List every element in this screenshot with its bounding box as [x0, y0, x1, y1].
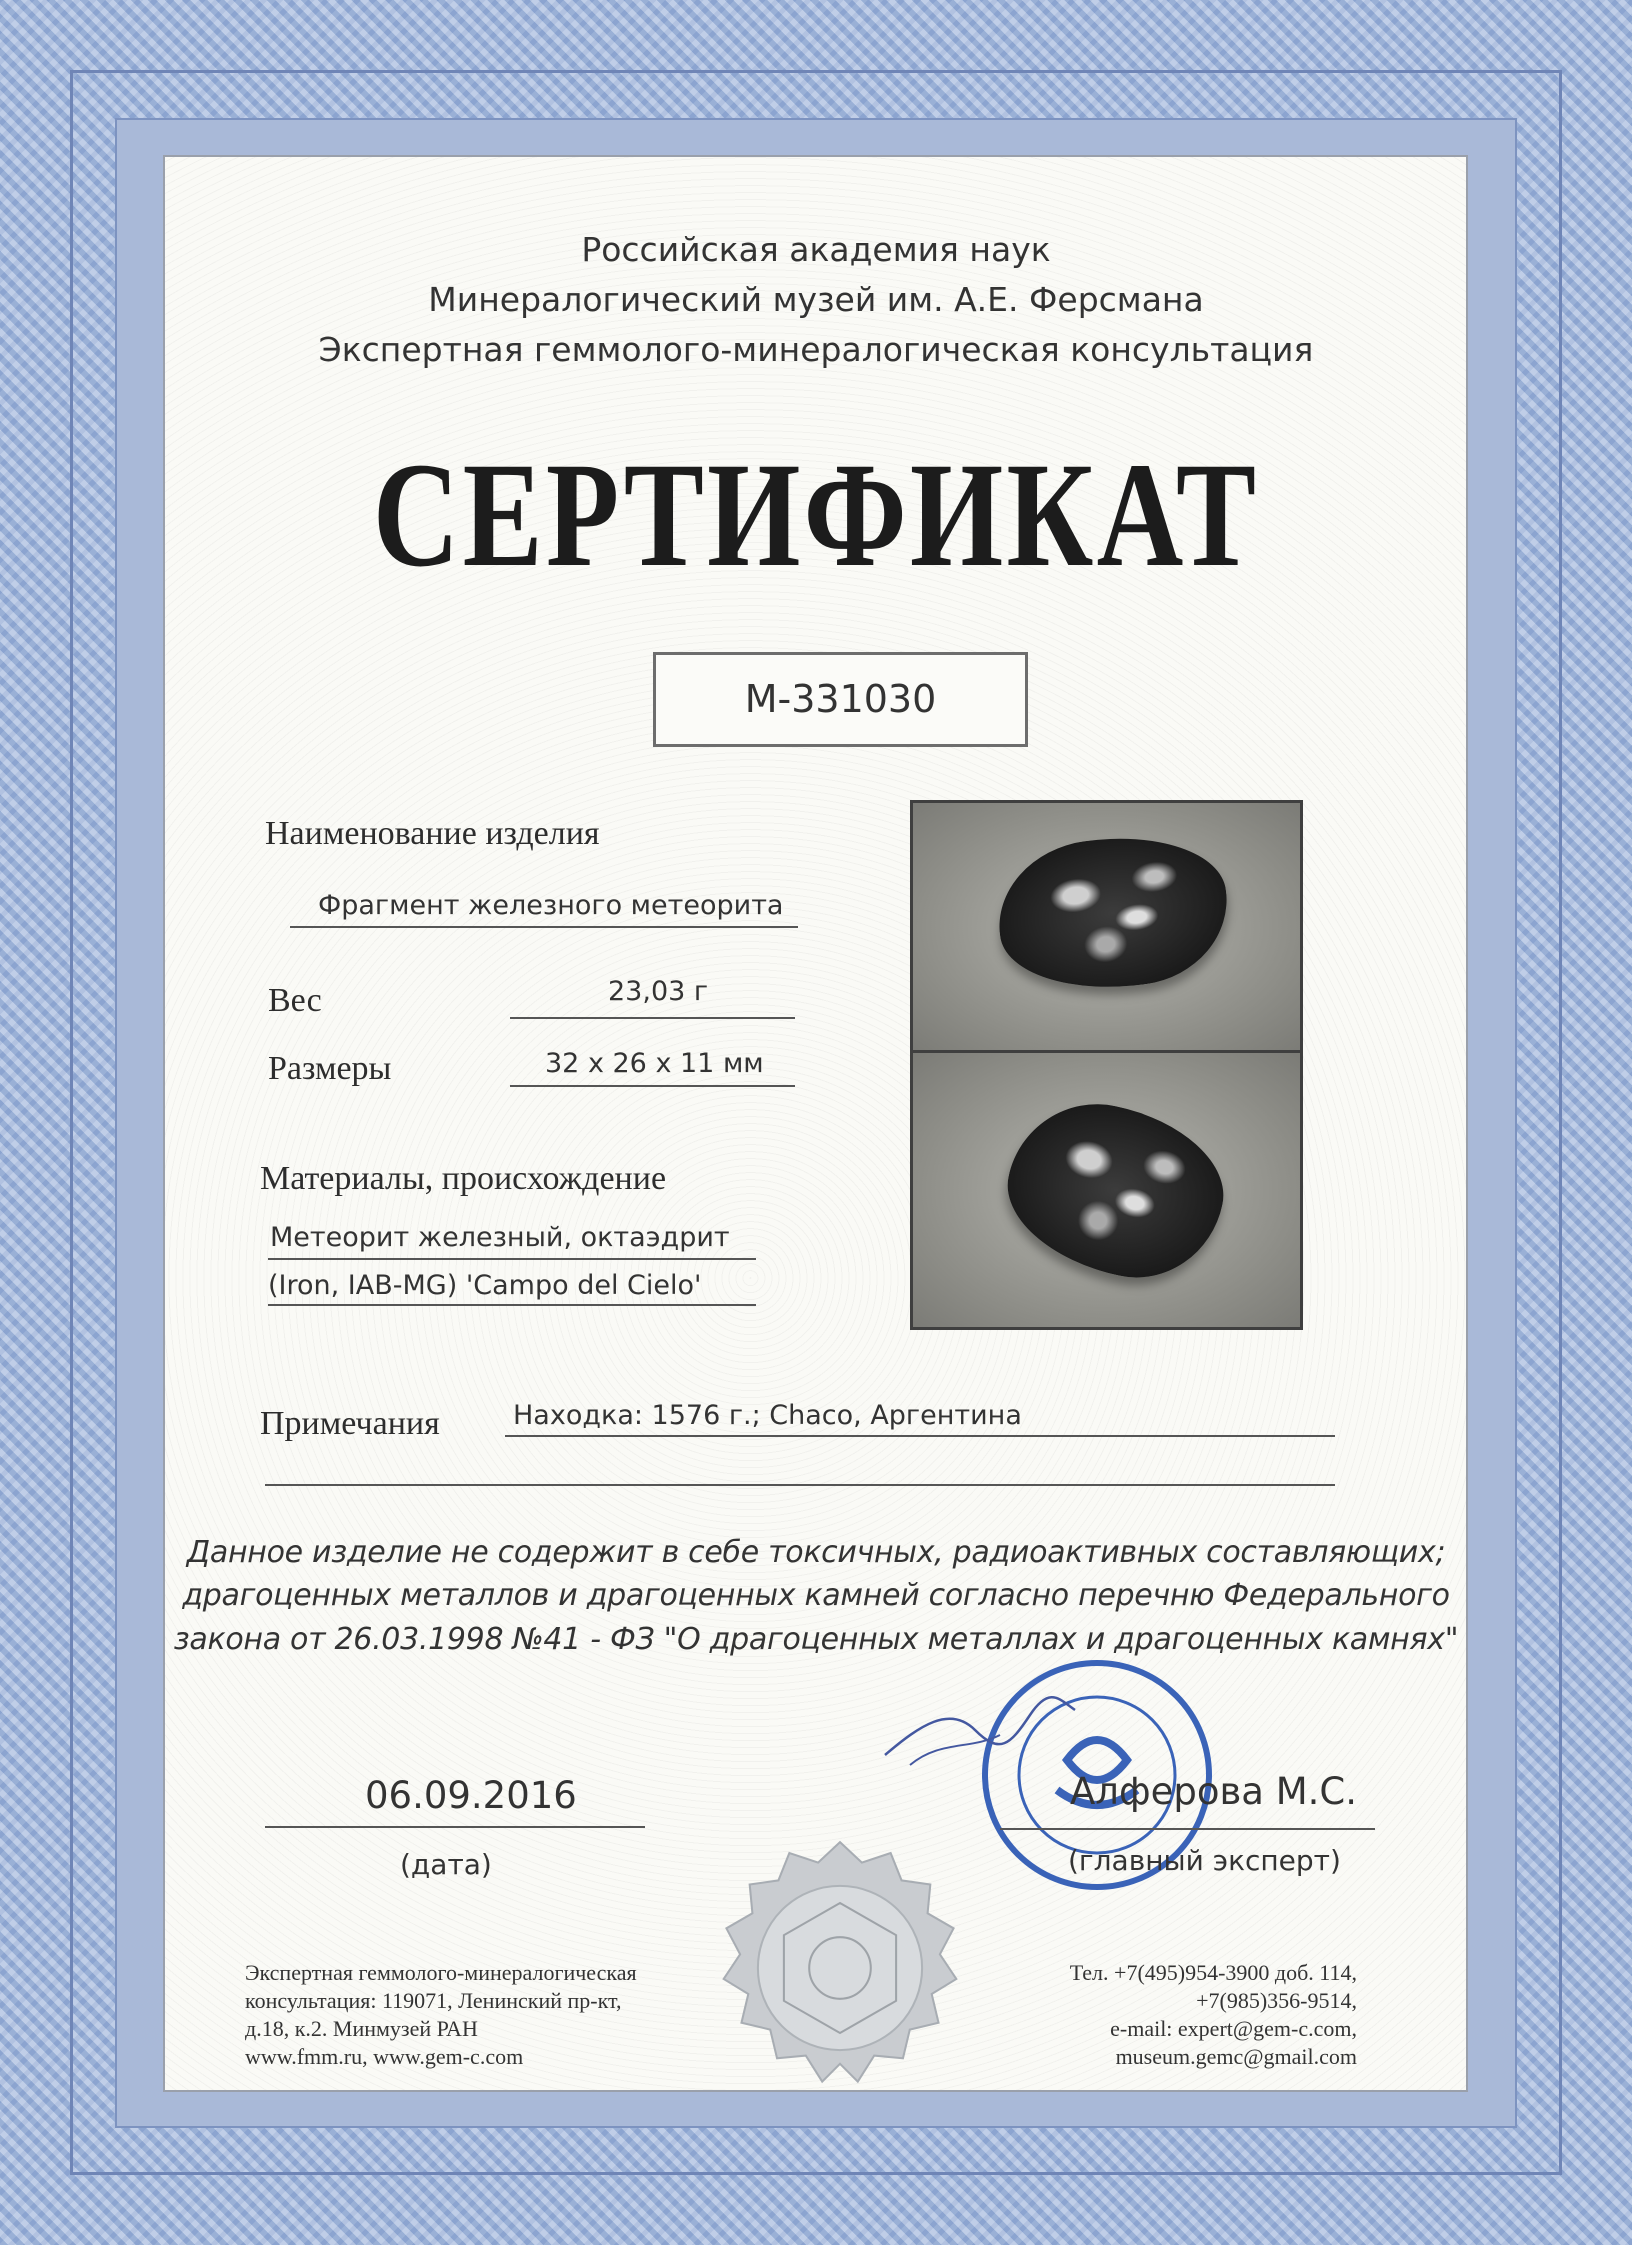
certificate-title: СЕРТИФИКАТ	[372, 432, 1260, 598]
footer-right-line-4: museum.gemc@gmail.com	[1115, 2044, 1357, 2069]
expert-underline	[1000, 1790, 1375, 1830]
footer-right-line-1: Тел. +7(495)954-3900 доб. 114,	[1069, 1960, 1357, 1985]
footer-left-line-3: д.18, к.2. Минмузей РАН	[245, 2016, 478, 2041]
specimen-photo-top	[910, 800, 1303, 1055]
date-value: 06.09.2016	[365, 1774, 577, 1817]
header-museum: Минералогический музей им. А.Е. Ферсмана	[428, 280, 1204, 319]
materials-value-1: Метеорит железный, октаэдрит	[270, 1222, 730, 1253]
footer-left-line-2: консультация: 119071, Ленинский пр-кт,	[245, 1988, 622, 2013]
footer-right-line-3: e-mail: expert@gem-c.com,	[1110, 2016, 1357, 2041]
header-academy: Российская академия наук	[581, 230, 1051, 269]
item-name-label: Наименование изделия	[265, 815, 600, 852]
size-label: Размеры	[268, 1050, 392, 1087]
notice-line-3: закона от 26.03.1998 №41 - ФЗ "О драгоценных металлах и драгоценных камнях"	[173, 1622, 1459, 1657]
date-label: (дата)	[400, 1848, 492, 1881]
notes-underline-2	[265, 1452, 1335, 1486]
expert-name: Алферова М.С.	[1070, 1770, 1358, 1813]
weight-label: Вес	[268, 982, 322, 1019]
notice-line-1: Данное изделие не содержит в себе токсичных, радиоактивных составляющих;	[186, 1535, 1446, 1570]
signature	[880, 1685, 1080, 1775]
materials-value-2: (Iron, IAB-MG) 'Campo del Cielo'	[268, 1270, 702, 1301]
silver-seal	[710, 1838, 970, 2098]
materials-label: Материалы, происхождение	[260, 1160, 667, 1197]
footer-left-line-1: Экспертная геммолого-минералогическая	[245, 1960, 637, 1985]
specimen-photo-bottom	[910, 1050, 1303, 1330]
notes-value: Находка: 1576 г.; Chaco, Аргентина	[513, 1400, 1022, 1431]
date-underline	[265, 1788, 645, 1828]
size-value: 32 х 26 х 11 мм	[545, 1048, 764, 1079]
notice-line-2: драгоценных металлов и драгоценных камней согласно перечню Федерального	[182, 1578, 1450, 1613]
meteorite-image	[989, 823, 1238, 1004]
certificate-number: M-331030	[653, 652, 1028, 747]
footer-left-line-4: www.fmm.ru, www.gem-c.com	[245, 2044, 524, 2069]
weight-value: 23,03 г	[608, 976, 709, 1007]
header-consultation: Экспертная геммолого-минералогическая консультация	[318, 330, 1314, 369]
meteorite-image	[993, 1087, 1238, 1293]
footer-right-line-2: +7(985)356-9514,	[1196, 1988, 1357, 2013]
notes-label: Примечания	[260, 1405, 440, 1442]
item-name-value: Фрагмент железного метеорита	[318, 890, 784, 921]
expert-title: (главный эксперт)	[1068, 1844, 1341, 1877]
